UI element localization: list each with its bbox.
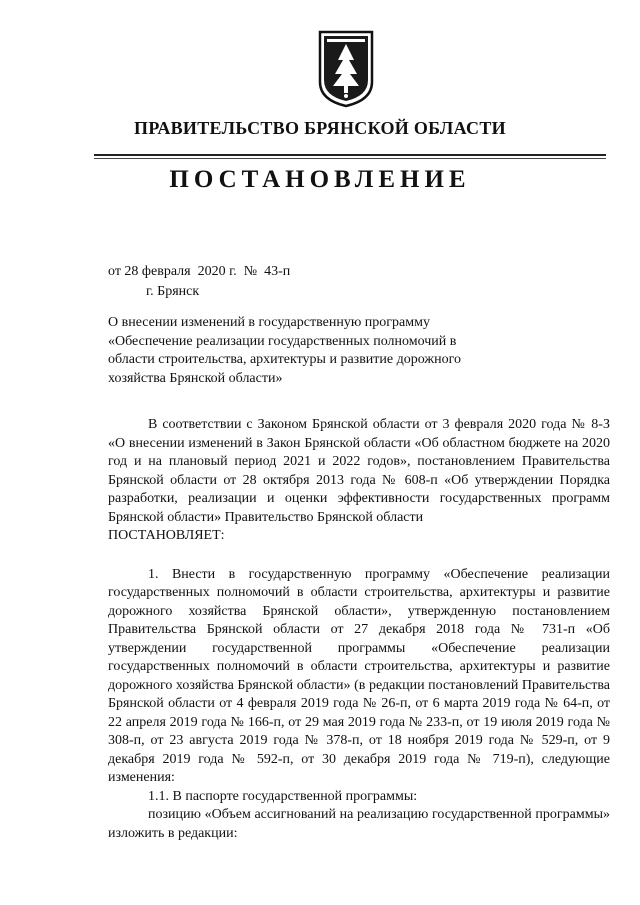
item-1-1-text-paragraph: позицию «Объем ассигнований на реализацию государственной программы» изложить в редакции:	[108, 807, 610, 841]
preamble-paragraph: В соответствии с Законом Брянской области от 3 февраля 2020 года № 8-З «О внесении изменений в Закон Брянской области «Об областном бюджете на 2020 год и на плановый период 2021 и 2022 годов», постановлением Правительства Брянской области от 28 октября 2013 года № 608-п «Об утверждении Порядка разработки, реализации и оценки эффективности государственных программ Брянской области» Правительство Брянской области	[108, 417, 610, 525]
header-divider	[94, 154, 606, 156]
city: г. Брянск	[146, 284, 200, 299]
organization-title: ПРАВИТЕЛЬСТВО БРЯНСКОЙ ОБЛАСТИ	[134, 118, 506, 138]
header-divider-thin	[94, 158, 606, 159]
decree-word: ПОСТАНОВЛЯЕТ:	[108, 528, 225, 543]
date-line: от 28 февраля 2020 г. № 43-п	[108, 264, 291, 279]
document-body	[108, 416, 610, 843]
coat-of-arms-icon	[318, 30, 374, 108]
document-meta	[108, 262, 290, 302]
document-subject: О внесении изменений в государственную программу «Обеспечение реализации государственных полномочий в области строительства, архитектуры и развитие дорожного хозяйства Брянской области»	[108, 315, 461, 386]
item-1-paragraph: 1. Внести в государственную программу «Обеспечение реализации государственных полномочий в области строительства, архитектуры и развитие дорожного хозяйства Брянской области», утвержденную постановлением Правительства Брянской области от 27 декабря 2018 года № 731-п «Об утверждении государственной программы «Обеспечение реализации государственных полномочий в области строительства, архитектуры и развитие дорожного хозяйства Брянской области» (в редакции постановлений Правительства Брянской области от 4 февраля 2019 года № 26-п, от 6 марта 2019 года № 64-п, от 22 апреля 2019 года № 166-п, от 29 мая 2019 года № 233-п, от 19 июля 2019 года № 308-п, от 23 августа 2019 года № 378-п, от 18 ноября 2019 года № 529-п, от 9 декабря 2019 года № 592-п, от 30 декабря 2019 года № 719-п), следующие изменения:	[108, 566, 610, 785]
document-type: ПОСТАНОВЛЕНИЕ	[169, 166, 471, 193]
item-1-1-paragraph: 1.1. В паспорте государственной программы:	[148, 788, 418, 804]
